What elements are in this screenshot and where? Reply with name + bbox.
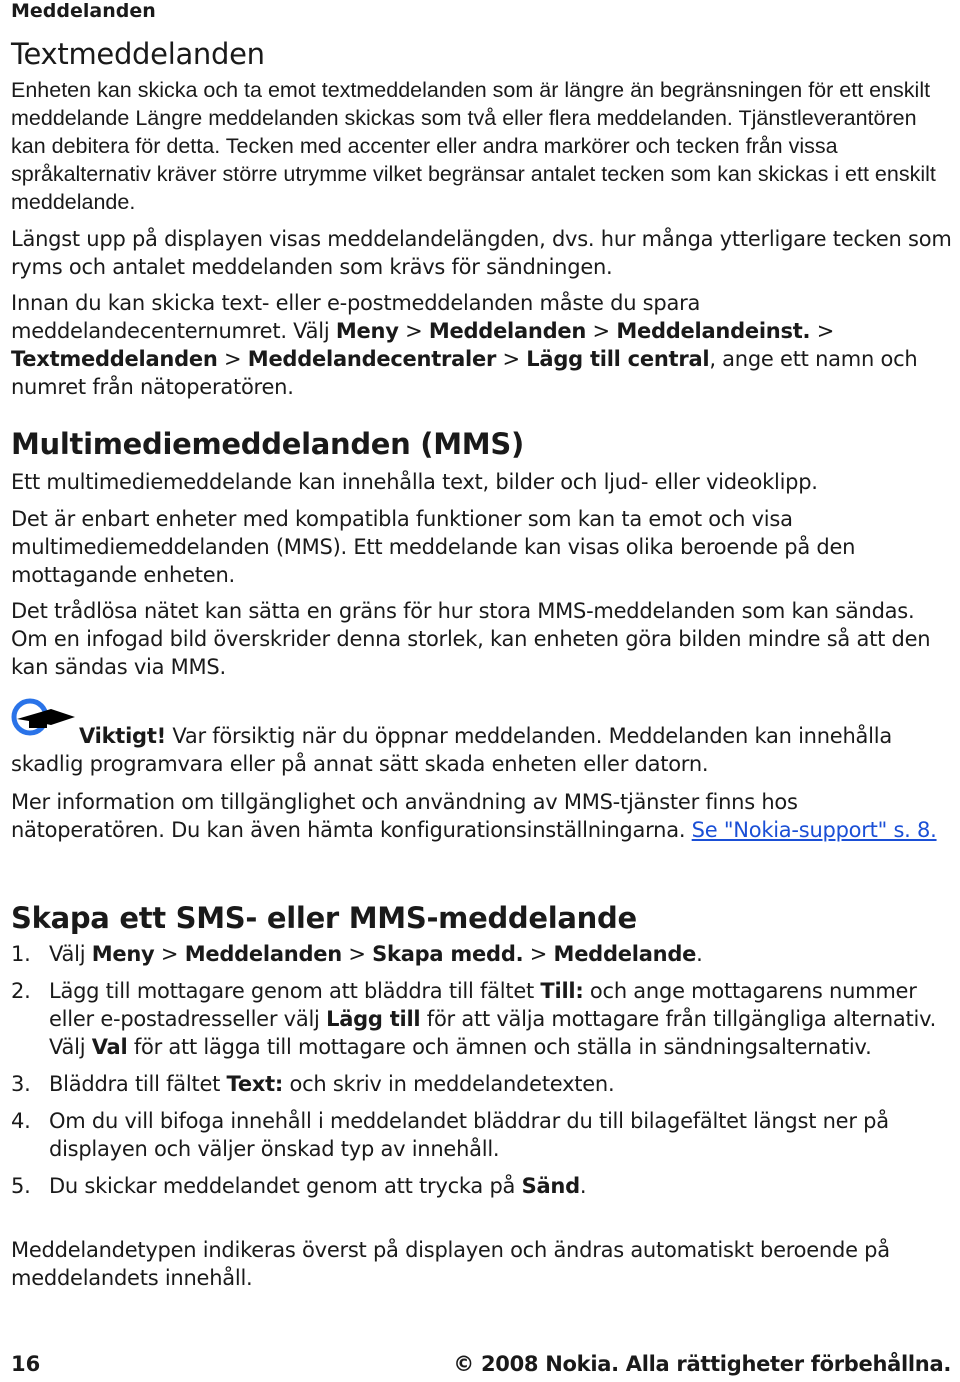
- important-note: Viktigt! Var försiktig när du öppnar meddelanden. Meddelanden kan innehålla skadlig programvara eller på annat sätt skada enheten eller datorn.: [11, 724, 892, 776]
- menu-path-meny: Meny: [335, 319, 399, 343]
- section-title-mms: Multimediemeddelanden (MMS): [11, 427, 524, 461]
- menu-path-meddelandecentraler: Meddelandecentraler: [247, 347, 497, 371]
- section-title-create-message: Skapa ett SMS- eller MMS-meddelande: [11, 901, 637, 935]
- list-item: 1. Välj Meny > Meddelanden > Skapa medd. > Meddelande.: [11, 942, 703, 966]
- running-header: Meddelanden: [11, 0, 156, 22]
- list-item: 3. Bläddra till fältet Text: och skriv in meddelandetexten.: [11, 1072, 615, 1096]
- text-messages-paragraph-2: Längst upp på displayen visas meddelandelängden, dvs. hur många ytterligare tecken som ryms och antalet meddelanden som krävs för sändningen.: [11, 227, 952, 279]
- closing-paragraph: Meddelandetypen indikeras överst på displayen och ändras automatiskt beroende på meddelandets innehåll.: [11, 1238, 890, 1290]
- steps-list: [11, 940, 956, 1209]
- page-number: 16: [11, 1352, 41, 1376]
- list-item: 2. Lägg till mottagare genom att bläddra till fältet Till: och ange mottagarens nummer eller e-postadresseller välj Lägg till för att välja mottagare från tillgängliga alternativ. Välj Val för att lägga till mottagare och ämnen och ställa in sändningsalternativ.: [11, 979, 937, 1059]
- section-title-text-messages: Textmeddelanden: [11, 37, 265, 71]
- mms-paragraph-1: Ett multimediemeddelande kan innehålla text, bilder och ljud- eller videoklipp.: [11, 470, 818, 494]
- mms-paragraph-3: Det trådlösa nätet kan sätta en gräns för hur stora MMS-meddelanden som kan sändas. Om en infogad bild överskrider denna storlek, kan enheten göra bilden mindre så att den kan sändas via MMS.: [11, 599, 931, 679]
- mms-paragraph-4: Mer information om tillgänglighet och användning av MMS-tjänster finns hos nätoperatören. Du kan även hämta konfigurationsinställningarna. Se "Nokia-support" s. 8.: [11, 790, 937, 842]
- list-item: 5. Du skickar meddelandet genom att trycka på Sänd.: [11, 1174, 587, 1198]
- menu-path-textmeddelanden: Textmeddelanden: [11, 347, 218, 371]
- menu-path-meddelandeinst: Meddelandeinst.: [616, 319, 811, 343]
- important-label: Viktigt!: [79, 724, 166, 748]
- list-item: 4. Om du vill bifoga innehåll i meddelandet bläddrar du till bilagefältet längst ner på displayen och väljer önskad typ av innehåll.: [11, 1109, 889, 1161]
- nokia-support-link[interactable]: Se "Nokia-support" s. 8.: [691, 818, 937, 842]
- menu-path-lagg-till-central: Lägg till central: [526, 347, 710, 371]
- copyright: © 2008 Nokia. Alla rättigheter förbehållna.: [453, 1352, 951, 1376]
- text-messages-paragraph-3: Innan du kan skicka text- eller e-postmeddelanden måste du spara meddelandecenternumret. Välj Meny > Meddelanden > Meddelandeinst. > Textmeddelanden > Meddelandecentraler > Lägg till central, ange ett namn och numret från nätoperatören.: [11, 291, 918, 399]
- text-messages-paragraph-1: Enheten kan skicka och ta emot textmeddelanden som är längre än begränsningen för ett enskilt meddelande Längre meddelanden skickas som två eller flera meddelanden. Tjänstleverantören kan debitera för detta. Tecken med accenter eller andra markörer och tecken från vissa språkalternativ kräver större utrymme vilket begränsar antalet tecken som kan skickas i ett enskilt meddelande.: [11, 78, 936, 214]
- mms-paragraph-2: Det är enbart enheter med kompatibla funktioner som kan ta emot och visa multimediemeddelanden (MMS). Ett meddelande kan visas olika beroende på den mottagande enheten.: [11, 507, 856, 587]
- menu-path-meddelanden: Meddelanden: [428, 319, 587, 343]
